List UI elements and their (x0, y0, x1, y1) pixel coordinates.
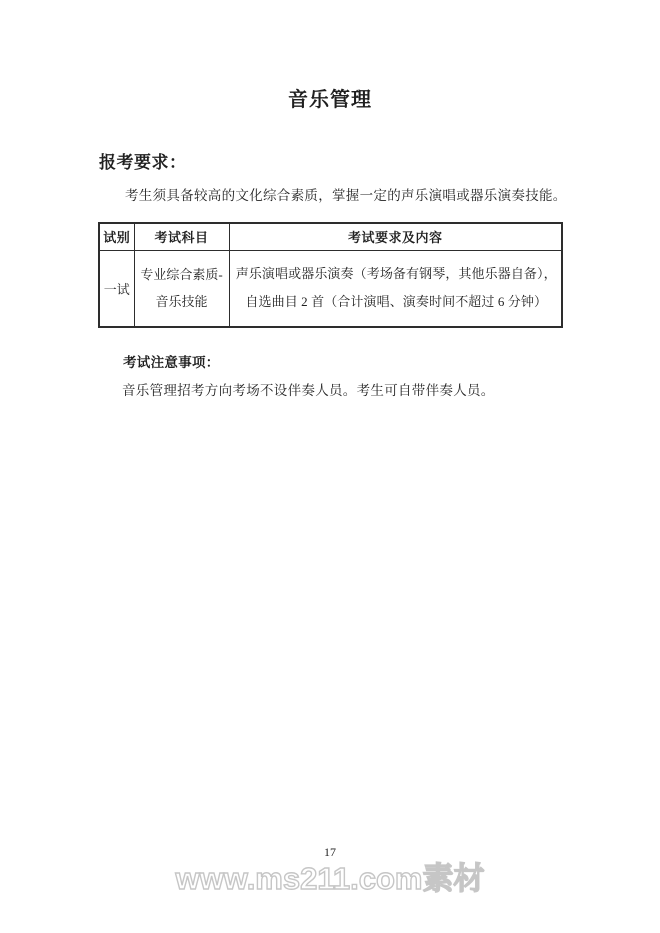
watermark-text: www.ms211.com素材 (175, 861, 485, 896)
page-number: 17 (324, 845, 336, 859)
header-content: 考试要求及内容 (229, 223, 562, 250)
notes-heading: 考试注意事项： (123, 355, 220, 370)
cell-subject (134, 250, 229, 327)
cell-subject-line2: 音乐技能 (155, 294, 208, 310)
cell-round: 一试 (99, 250, 134, 327)
notes-paragraph: 音乐管理招考方向考场不设伴奏人员。考生可自带伴奏人员。 (122, 383, 495, 398)
cell-subject-line1: 专业综合素质- (140, 267, 223, 283)
cell-content-line2: 自选曲目 2 首（合计演唱、演奏时间不超过 6 分钟） (245, 294, 548, 310)
cell-content (229, 250, 562, 327)
page-title: 音乐管理 (288, 89, 372, 111)
table-row (99, 250, 562, 327)
table-header-row (99, 223, 562, 250)
exam-table (98, 222, 563, 328)
header-subject: 考试科目 (134, 223, 229, 250)
requirements-heading: 报考要求： (99, 153, 187, 172)
header-round: 试别 (99, 223, 134, 250)
requirements-paragraph: 考生须具备较高的文化综合素质，掌握一定的声乐演唱或器乐演奏技能。 (125, 188, 567, 203)
cell-content-line1: 声乐演唱或器乐演奏（考场备有钢琴，其他乐器自备）， (235, 266, 557, 282)
